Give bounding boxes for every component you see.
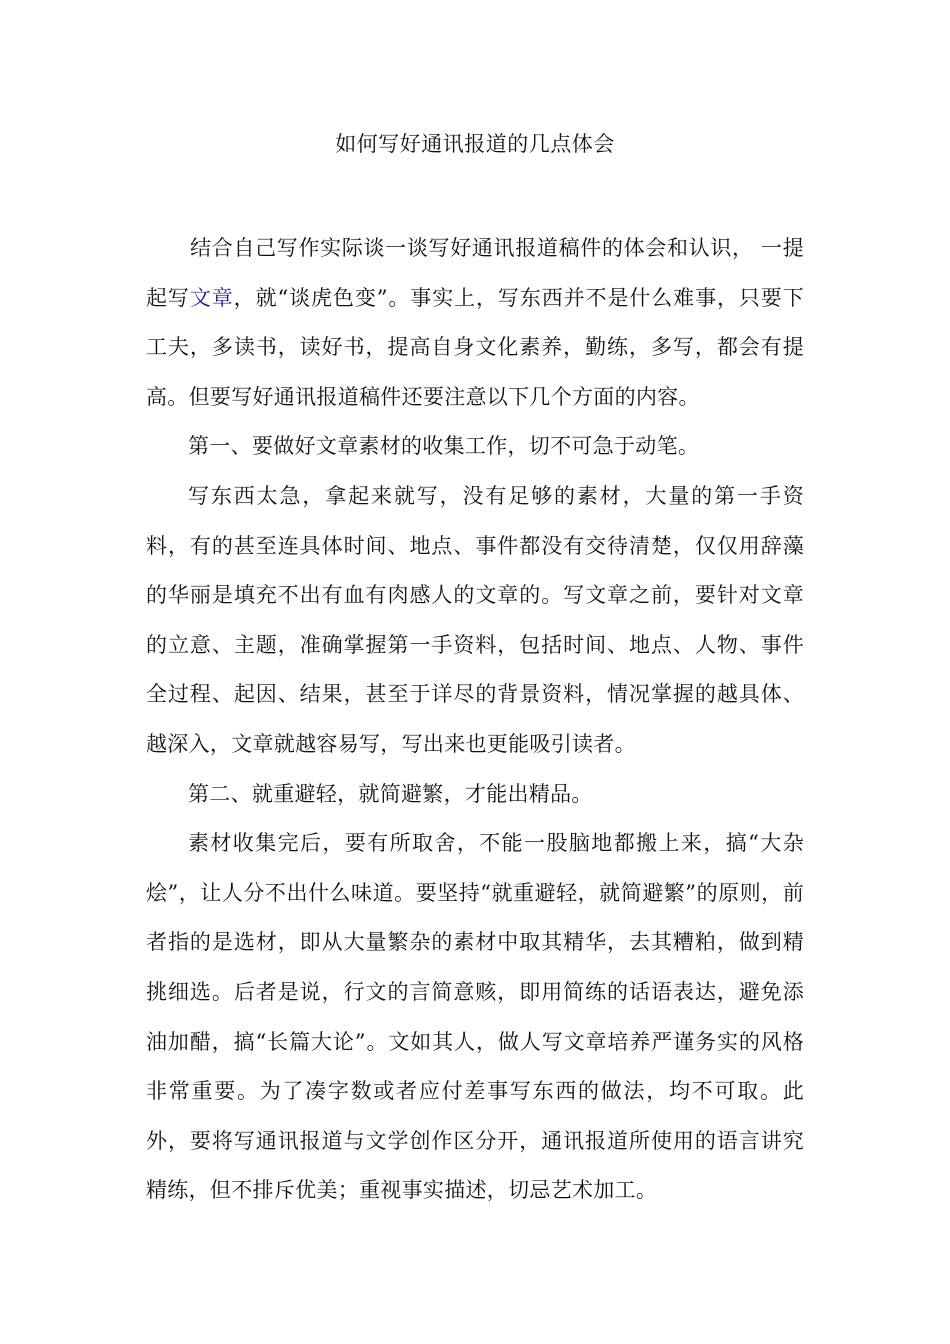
article-link[interactable]: 文章: [189, 285, 234, 310]
intro-text-after-link: ，就“谈虎色变”。事实上，写东西并不是什么难事，只要下工夫，多读书，读好书，提高自身文化素养，勤练，多写，都会有提高。但要写好通讯报道稿件还要注意以下几个方面的内容。: [146, 285, 805, 409]
section-body-2: 素材收集完后，要有所取舍，不能一股脑地都搬上来，搞“大杂烩”，让人分不出什么味道。要坚持“就重避轻，就简避繁”的原则，前者指的是选材，即从大量繁杂的素材中取其精华，去其糟粕，做到精挑细选。后者是说，行文的言简意赅，即用简练的话语表达，避免添油加醋，搞“长篇大论”。文如其人，做人写文章培养严谨务实的风格非常重要。为了凑字数或者应付差事写东西的做法，均不可取。此外，要将写通讯报道与文学创作区分开，通讯报道所使用的语言讲究精练，但不排斥优美；重视事实描述，切忌艺术加工。: [146, 831, 804, 1203]
intro-paragraph: [146, 224, 804, 422]
section-heading-2: 第二、就重避轻，就简避繁，才能出精品。: [188, 781, 593, 806]
section-body-1: 写东西太急，拿起来就写，没有足够的素材，大量的第一手资料，有的甚至连具体时间、地点、事件都没有交待清楚，仅仅用辞藻的华丽是填充不出有血有肉感人的文章的。写文章之前，要针对文章的立意、主题，准确掌握第一手资料，包括时间、地点、人物、事件全过程、起因、结果，甚至于详尽的背景资料，情况掌握的越具体、越深入，文章就越容易写，写出来也更能吸引读者。: [146, 483, 804, 756]
document-title: 如何写好通讯报道的几点体会: [335, 132, 615, 156]
document-body: [146, 224, 804, 1216]
section-heading-1: 第一、要做好文章素材的收集工作，切不可急于动笔。: [188, 434, 700, 459]
intro-text-before-link: 结合自己写作实际谈一谈写好通讯报道稿件的体会和认识， 一提起写: [146, 236, 804, 310]
